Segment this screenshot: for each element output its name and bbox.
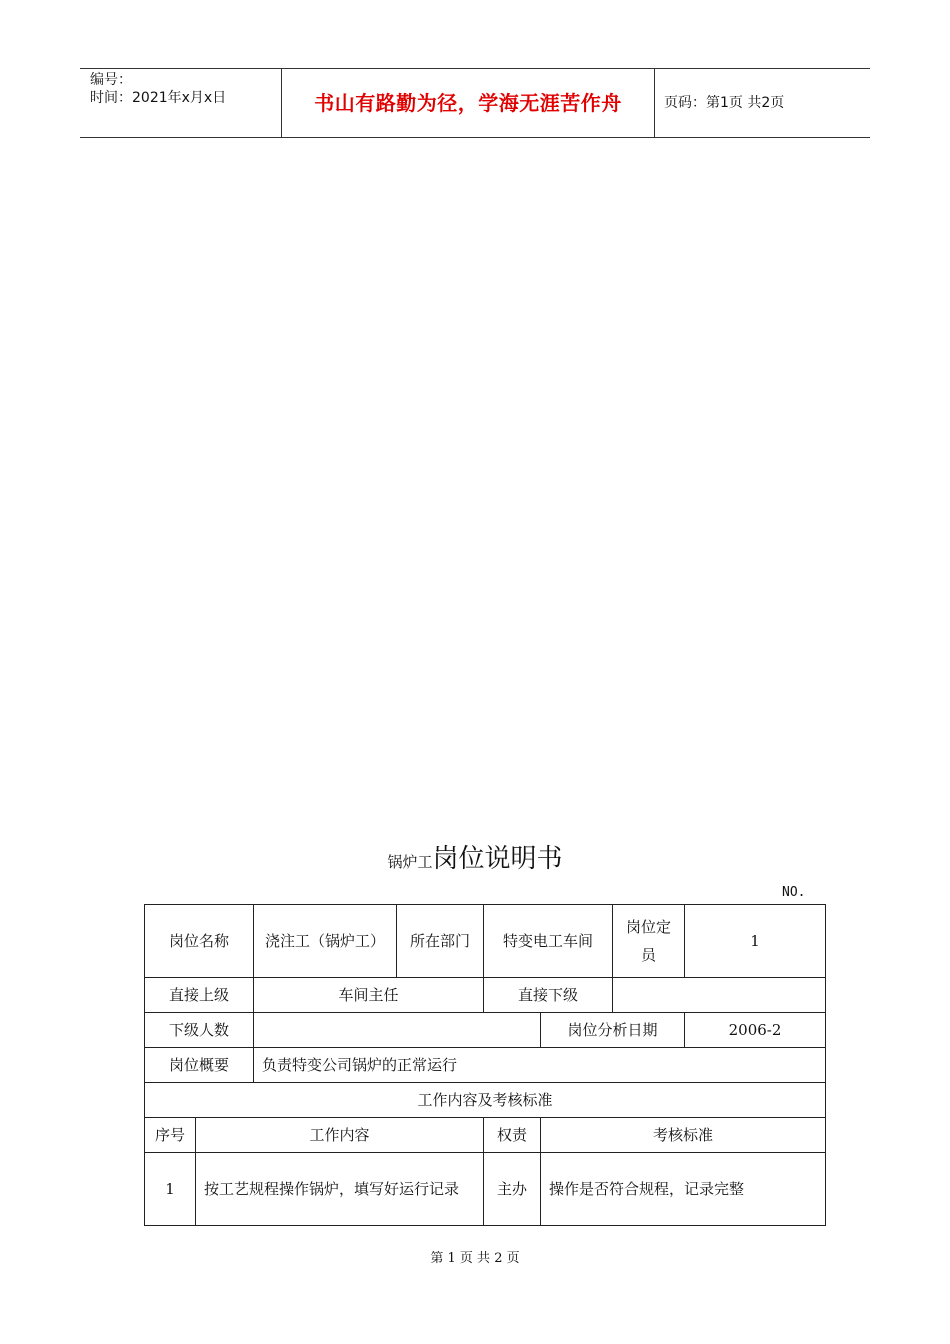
table-row: [145, 905, 826, 978]
title-prefix: 锅炉工: [387, 853, 433, 871]
table-row: [145, 1048, 826, 1083]
table-row: [145, 978, 826, 1013]
row-authority: 主办: [484, 1153, 541, 1226]
header-page-info: 页码：第1页 共2页: [664, 95, 785, 111]
section-title: 工作内容及考核标准: [145, 1083, 826, 1118]
table-row: [145, 1013, 826, 1048]
analysis-date-value: 2006-2: [685, 1013, 826, 1048]
superior-label: 直接上级: [145, 978, 254, 1013]
page-footer: 第 1 页 共 2 页: [430, 1251, 520, 1266]
subordinate-label: 直接下级: [484, 978, 613, 1013]
department-value: 特变电工车间: [484, 905, 613, 978]
document-number-label: NO.: [782, 885, 806, 900]
headcount-label: 岗位定员: [613, 905, 685, 978]
position-name-value: 浇注工（锅炉工）: [254, 905, 397, 978]
column-header-criteria: 考核标准: [541, 1118, 826, 1153]
header-motto: 书山有路勤为径，学海无涯苦作舟: [314, 91, 622, 115]
title-main: 岗位说明书: [432, 844, 563, 874]
row-criteria: 操作是否符合规程，记录完整: [541, 1153, 826, 1226]
sub-count-label: 下级人数: [145, 1013, 254, 1048]
number-label: 编号：: [90, 72, 132, 88]
document-title: [0, 838, 950, 875]
overview-value: 负责特变公司锅炉的正常运行: [254, 1048, 826, 1083]
analysis-date-label: 岗位分析日期: [541, 1013, 685, 1048]
department-label: 所在部门: [397, 905, 484, 978]
sub-count-value: [254, 1013, 541, 1048]
row-no: 1: [145, 1153, 196, 1226]
table-header-row: [145, 1118, 826, 1153]
column-header-content: 工作内容: [196, 1118, 484, 1153]
header-divider: [654, 69, 655, 137]
headcount-value: 1: [685, 905, 826, 978]
column-header-no: 序号: [145, 1118, 196, 1153]
page-header: [80, 68, 870, 138]
column-header-authority: 权责: [484, 1118, 541, 1153]
time-label: 时间：2021年x月x日: [90, 90, 227, 106]
row-content: 按工艺规程操作锅炉，填写好运行记录: [196, 1153, 484, 1226]
position-name-label: 岗位名称: [145, 905, 254, 978]
header-meta: [90, 71, 226, 107]
superior-value: 车间主任: [254, 978, 484, 1013]
subordinate-value: [613, 978, 826, 1013]
overview-label: 岗位概要: [145, 1048, 254, 1083]
job-description-table: [144, 904, 826, 1226]
table-row: [145, 1083, 826, 1118]
table-row: [145, 1153, 826, 1226]
